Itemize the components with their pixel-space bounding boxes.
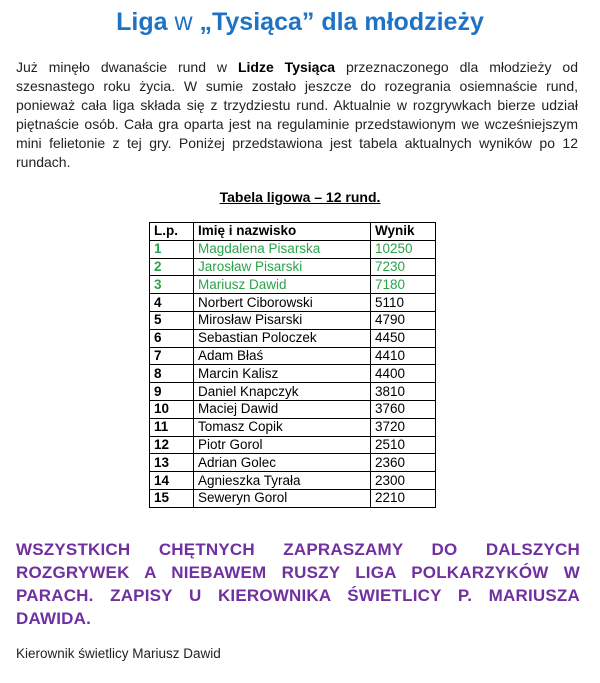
cell-name: Magdalena Pisarska	[194, 240, 371, 258]
table-row	[150, 383, 436, 401]
cell-name: Adam Błaś	[194, 347, 371, 365]
cell-score: 7180	[371, 276, 436, 294]
cell-lp: 15	[150, 489, 194, 507]
cell-score: 3760	[371, 400, 436, 418]
cell-score: 5110	[371, 294, 436, 312]
intro-bold: Lidze Tysiąca	[237, 59, 336, 75]
table-row	[150, 329, 436, 347]
cell-score: 4790	[371, 311, 436, 329]
cell-score: 4400	[371, 365, 436, 383]
cell-score: 3720	[371, 418, 436, 436]
table-row	[150, 472, 436, 490]
cell-name: Jarosław Pisarski	[194, 258, 371, 276]
cell-name: Mirosław Pisarski	[194, 311, 371, 329]
cell-score: 4450	[371, 329, 436, 347]
cell-name: Piotr Gorol	[194, 436, 371, 454]
cell-lp: 9	[150, 383, 194, 401]
cell-score: 10250	[371, 240, 436, 258]
cell-score: 7230	[371, 258, 436, 276]
cell-lp: 7	[150, 347, 194, 365]
table-row	[150, 240, 436, 258]
table-body	[150, 240, 436, 507]
table-row	[150, 311, 436, 329]
cell-lp: 6	[150, 329, 194, 347]
intro-before: Już minęło dwanaście rund w	[16, 59, 238, 75]
cell-name: Tomasz Copik	[194, 418, 371, 436]
cell-score: 2300	[371, 472, 436, 490]
announcement: WSZYSTKICH CHĘTNYCH ZAPRASZAMY DO DALSZYCH ROZGRYWEK A NIEBAWEM RUSZY LIGA POLKARZYKÓW W PARACH. ZAPISY U KIEROWNIKA ŚWIETLICY P. MARIUSZA DAWIDA.	[16, 540, 580, 628]
cell-score: 3810	[371, 383, 436, 401]
table-row	[150, 258, 436, 276]
page-title	[0, 8, 600, 37]
league-table	[149, 222, 436, 508]
cell-score: 2360	[371, 454, 436, 472]
header-name: Imię i nazwisko	[194, 223, 371, 241]
cell-name: Norbert Ciborowski	[194, 294, 371, 312]
cell-lp: 12	[150, 436, 194, 454]
table-caption: Tabela ligowa – 12 rund.	[219, 189, 381, 205]
cell-score: 2510	[371, 436, 436, 454]
cell-lp: 11	[150, 418, 194, 436]
table-row	[150, 454, 436, 472]
cell-name: Mariusz Dawid	[194, 276, 371, 294]
cell-lp: 3	[150, 276, 194, 294]
title-part-3: „Tysiąca” dla młodzieży	[192, 8, 484, 36]
title-part-1: Liga	[116, 8, 175, 36]
cell-name: Maciej Dawid	[194, 400, 371, 418]
table-row	[150, 276, 436, 294]
cell-name: Agnieszka Tyrała	[194, 472, 371, 490]
cell-lp: 8	[150, 365, 194, 383]
cell-name: Sebastian Poloczek	[194, 329, 371, 347]
cell-score: 4410	[371, 347, 436, 365]
cell-lp: 2	[150, 258, 194, 276]
intro-paragraph	[16, 58, 578, 172]
table-row	[150, 400, 436, 418]
signature: Kierownik świetlicy Mariusz Dawid	[16, 646, 221, 661]
header-score: Wynik	[371, 223, 436, 241]
table-row	[150, 347, 436, 365]
cell-lp: 1	[150, 240, 194, 258]
intro-after: przeznaczonego dla młodzieży od szesnastego roku życia. W sumie zostało jeszcze do rozegrania osiemnaście rund, ponieważ cała liga składa się z trzydziestu rund. Aktualnie w rozgrywkach bierze udział piętnaście osób. Cała gra oparta jest na regulaminie przedstawionym we wcześniejszym mini felietonie z tej gry. Poniżej przedstawiona jest tabela aktualnych wyników po 12 rundach.	[16, 59, 578, 170]
cell-name: Marcin Kalisz	[194, 365, 371, 383]
table-row	[150, 418, 436, 436]
table-row	[150, 436, 436, 454]
table-row	[150, 489, 436, 507]
cell-lp: 10	[150, 400, 194, 418]
cell-name: Adrian Golec	[194, 454, 371, 472]
table-row	[150, 365, 436, 383]
table-header-row	[150, 223, 436, 241]
header-lp: L.p.	[150, 223, 194, 241]
cell-name: Seweryn Gorol	[194, 489, 371, 507]
cell-score: 2210	[371, 489, 436, 507]
cell-lp: 14	[150, 472, 194, 490]
cell-lp: 5	[150, 311, 194, 329]
cell-name: Daniel Knapczyk	[194, 383, 371, 401]
cell-lp: 13	[150, 454, 194, 472]
title-part-2: w	[174, 8, 193, 36]
cell-lp: 4	[150, 294, 194, 312]
table-row	[150, 294, 436, 312]
